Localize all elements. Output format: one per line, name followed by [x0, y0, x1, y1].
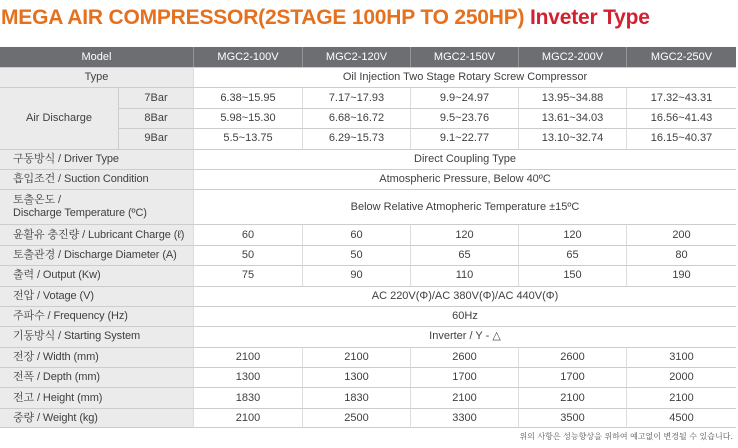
row-label-lubricant-charge: 윤활유 충진량 / Lubricant Charge (ℓ)	[0, 224, 193, 244]
row-label-frequency: 주파수 / Frequency (Hz)	[0, 306, 193, 326]
disclaimer-note: 위의 사항은 성능향상을 위하여 예고없이 변경될 수 있습니다.	[519, 432, 733, 441]
spec-value-type: Oil Injection Two Stage Rotary Screw Compressor	[193, 67, 736, 87]
pressure-label: 8Bar	[118, 108, 193, 128]
spec-value-voltage: AC 220V(Φ)/AC 380V(Φ)/AC 440V(Φ)	[193, 286, 736, 306]
row-label-en: Discharge Temperature (ºC)	[13, 207, 147, 220]
row-label-output: 출력 / Output (Kw)	[0, 265, 193, 285]
air-discharge-value: 6.68~16.72	[302, 108, 410, 128]
row-label-air-discharge: Air Discharge	[0, 87, 118, 148]
row-label-type: Type	[0, 67, 193, 87]
spec-value: 3300	[410, 408, 518, 428]
row-label-height: 전고 / Height (mm)	[0, 387, 193, 407]
spec-value: 2100	[410, 387, 518, 407]
spec-value: 2600	[518, 347, 626, 367]
air-discharge-value: 17.32~43.31	[626, 87, 736, 107]
spec-value: 60	[193, 224, 302, 244]
page-title	[1, 5, 650, 31]
spec-value: 1300	[302, 367, 410, 387]
spec-value: 120	[410, 224, 518, 244]
title-accent: Inveter Type	[529, 6, 650, 29]
spec-value: 110	[410, 265, 518, 285]
air-discharge-value: 16.15~40.37	[626, 128, 736, 148]
model-column-header: MGC2-250V	[626, 47, 736, 67]
air-discharge-value: 9.9~24.97	[410, 87, 518, 107]
air-discharge-value: 5.5~13.75	[193, 128, 302, 148]
air-discharge-value: 9.5~23.76	[410, 108, 518, 128]
row-label-width: 전장 / Width (mm)	[0, 347, 193, 367]
spec-value: 1300	[193, 367, 302, 387]
spec-value-starting-system: Inverter / Y - △	[193, 326, 736, 346]
air-discharge-value: 5.98~15.30	[193, 108, 302, 128]
air-discharge-value: 16.56~41.43	[626, 108, 736, 128]
model-column-header: MGC2-120V	[302, 47, 410, 67]
spec-value: 50	[193, 245, 302, 265]
spec-value: 150	[518, 265, 626, 285]
spec-value: 2100	[193, 347, 302, 367]
spec-value: 2100	[626, 387, 736, 407]
spec-value-suction-condition: Atmospheric Pressure, Below 40ºC	[193, 169, 736, 189]
spec-value-driver-type: Direct Coupling Type	[193, 149, 736, 169]
pressure-label: 9Bar	[118, 128, 193, 148]
air-discharge-value: 6.29~15.73	[302, 128, 410, 148]
spec-value: 65	[518, 245, 626, 265]
row-label-ko: 토출온도 /	[13, 194, 62, 207]
model-column-header: MGC2-200V	[518, 47, 626, 67]
row-label-voltage: 전압 / Votage (V)	[0, 286, 193, 306]
spec-value: 3100	[626, 347, 736, 367]
spec-value: 2500	[302, 408, 410, 428]
air-discharge-value: 13.10~32.74	[518, 128, 626, 148]
spec-value: 2000	[626, 367, 736, 387]
spec-value: 2100	[302, 347, 410, 367]
spec-value: 65	[410, 245, 518, 265]
spec-value: 50	[302, 245, 410, 265]
air-discharge-value: 9.1~22.77	[410, 128, 518, 148]
air-discharge-value: 7.17~17.93	[302, 87, 410, 107]
spec-value: 2100	[518, 387, 626, 407]
spec-value: 1830	[302, 387, 410, 407]
title-main: MEGA AIR COMPRESSOR(2STAGE 100HP TO 250HP)	[1, 6, 525, 29]
row-label-discharge-diameter: 토출관경 / Discharge Diameter (A)	[0, 245, 193, 265]
spec-value-discharge-temperature: Below Relative Atmopheric Temperature ±15ºC	[193, 189, 736, 224]
spec-value: 3500	[518, 408, 626, 428]
row-label-driver-type: 구동방식 / Driver Type	[0, 149, 193, 169]
spec-value: 90	[302, 265, 410, 285]
row-label-discharge-temperature	[0, 189, 193, 224]
pressure-label: 7Bar	[118, 87, 193, 107]
spec-value: 190	[626, 265, 736, 285]
spec-value: 200	[626, 224, 736, 244]
spec-value: 1700	[518, 367, 626, 387]
spec-value: 1700	[410, 367, 518, 387]
spec-value: 4500	[626, 408, 736, 428]
model-header-label: Model	[0, 47, 193, 67]
spec-value-frequency: 60Hz	[193, 306, 736, 326]
spec-value: 80	[626, 245, 736, 265]
row-label-suction-condition: 흡입조건 / Suction Condition	[0, 169, 193, 189]
spec-value: 2600	[410, 347, 518, 367]
spec-value: 120	[518, 224, 626, 244]
row-label-weight: 중량 / Weight (kg)	[0, 408, 193, 428]
spec-value: 75	[193, 265, 302, 285]
spec-value: 2100	[193, 408, 302, 428]
spec-value: 60	[302, 224, 410, 244]
row-label-depth: 전폭 / Depth (mm)	[0, 367, 193, 387]
spec-value: 1830	[193, 387, 302, 407]
model-column-header: MGC2-100V	[193, 47, 302, 67]
spec-table	[0, 47, 736, 428]
air-discharge-value: 6.38~15.95	[193, 87, 302, 107]
air-discharge-value: 13.61~34.03	[518, 108, 626, 128]
air-discharge-value: 13.95~34.88	[518, 87, 626, 107]
row-label-starting-system: 기동방식 / Starting System	[0, 326, 193, 346]
model-column-header: MGC2-150V	[410, 47, 518, 67]
